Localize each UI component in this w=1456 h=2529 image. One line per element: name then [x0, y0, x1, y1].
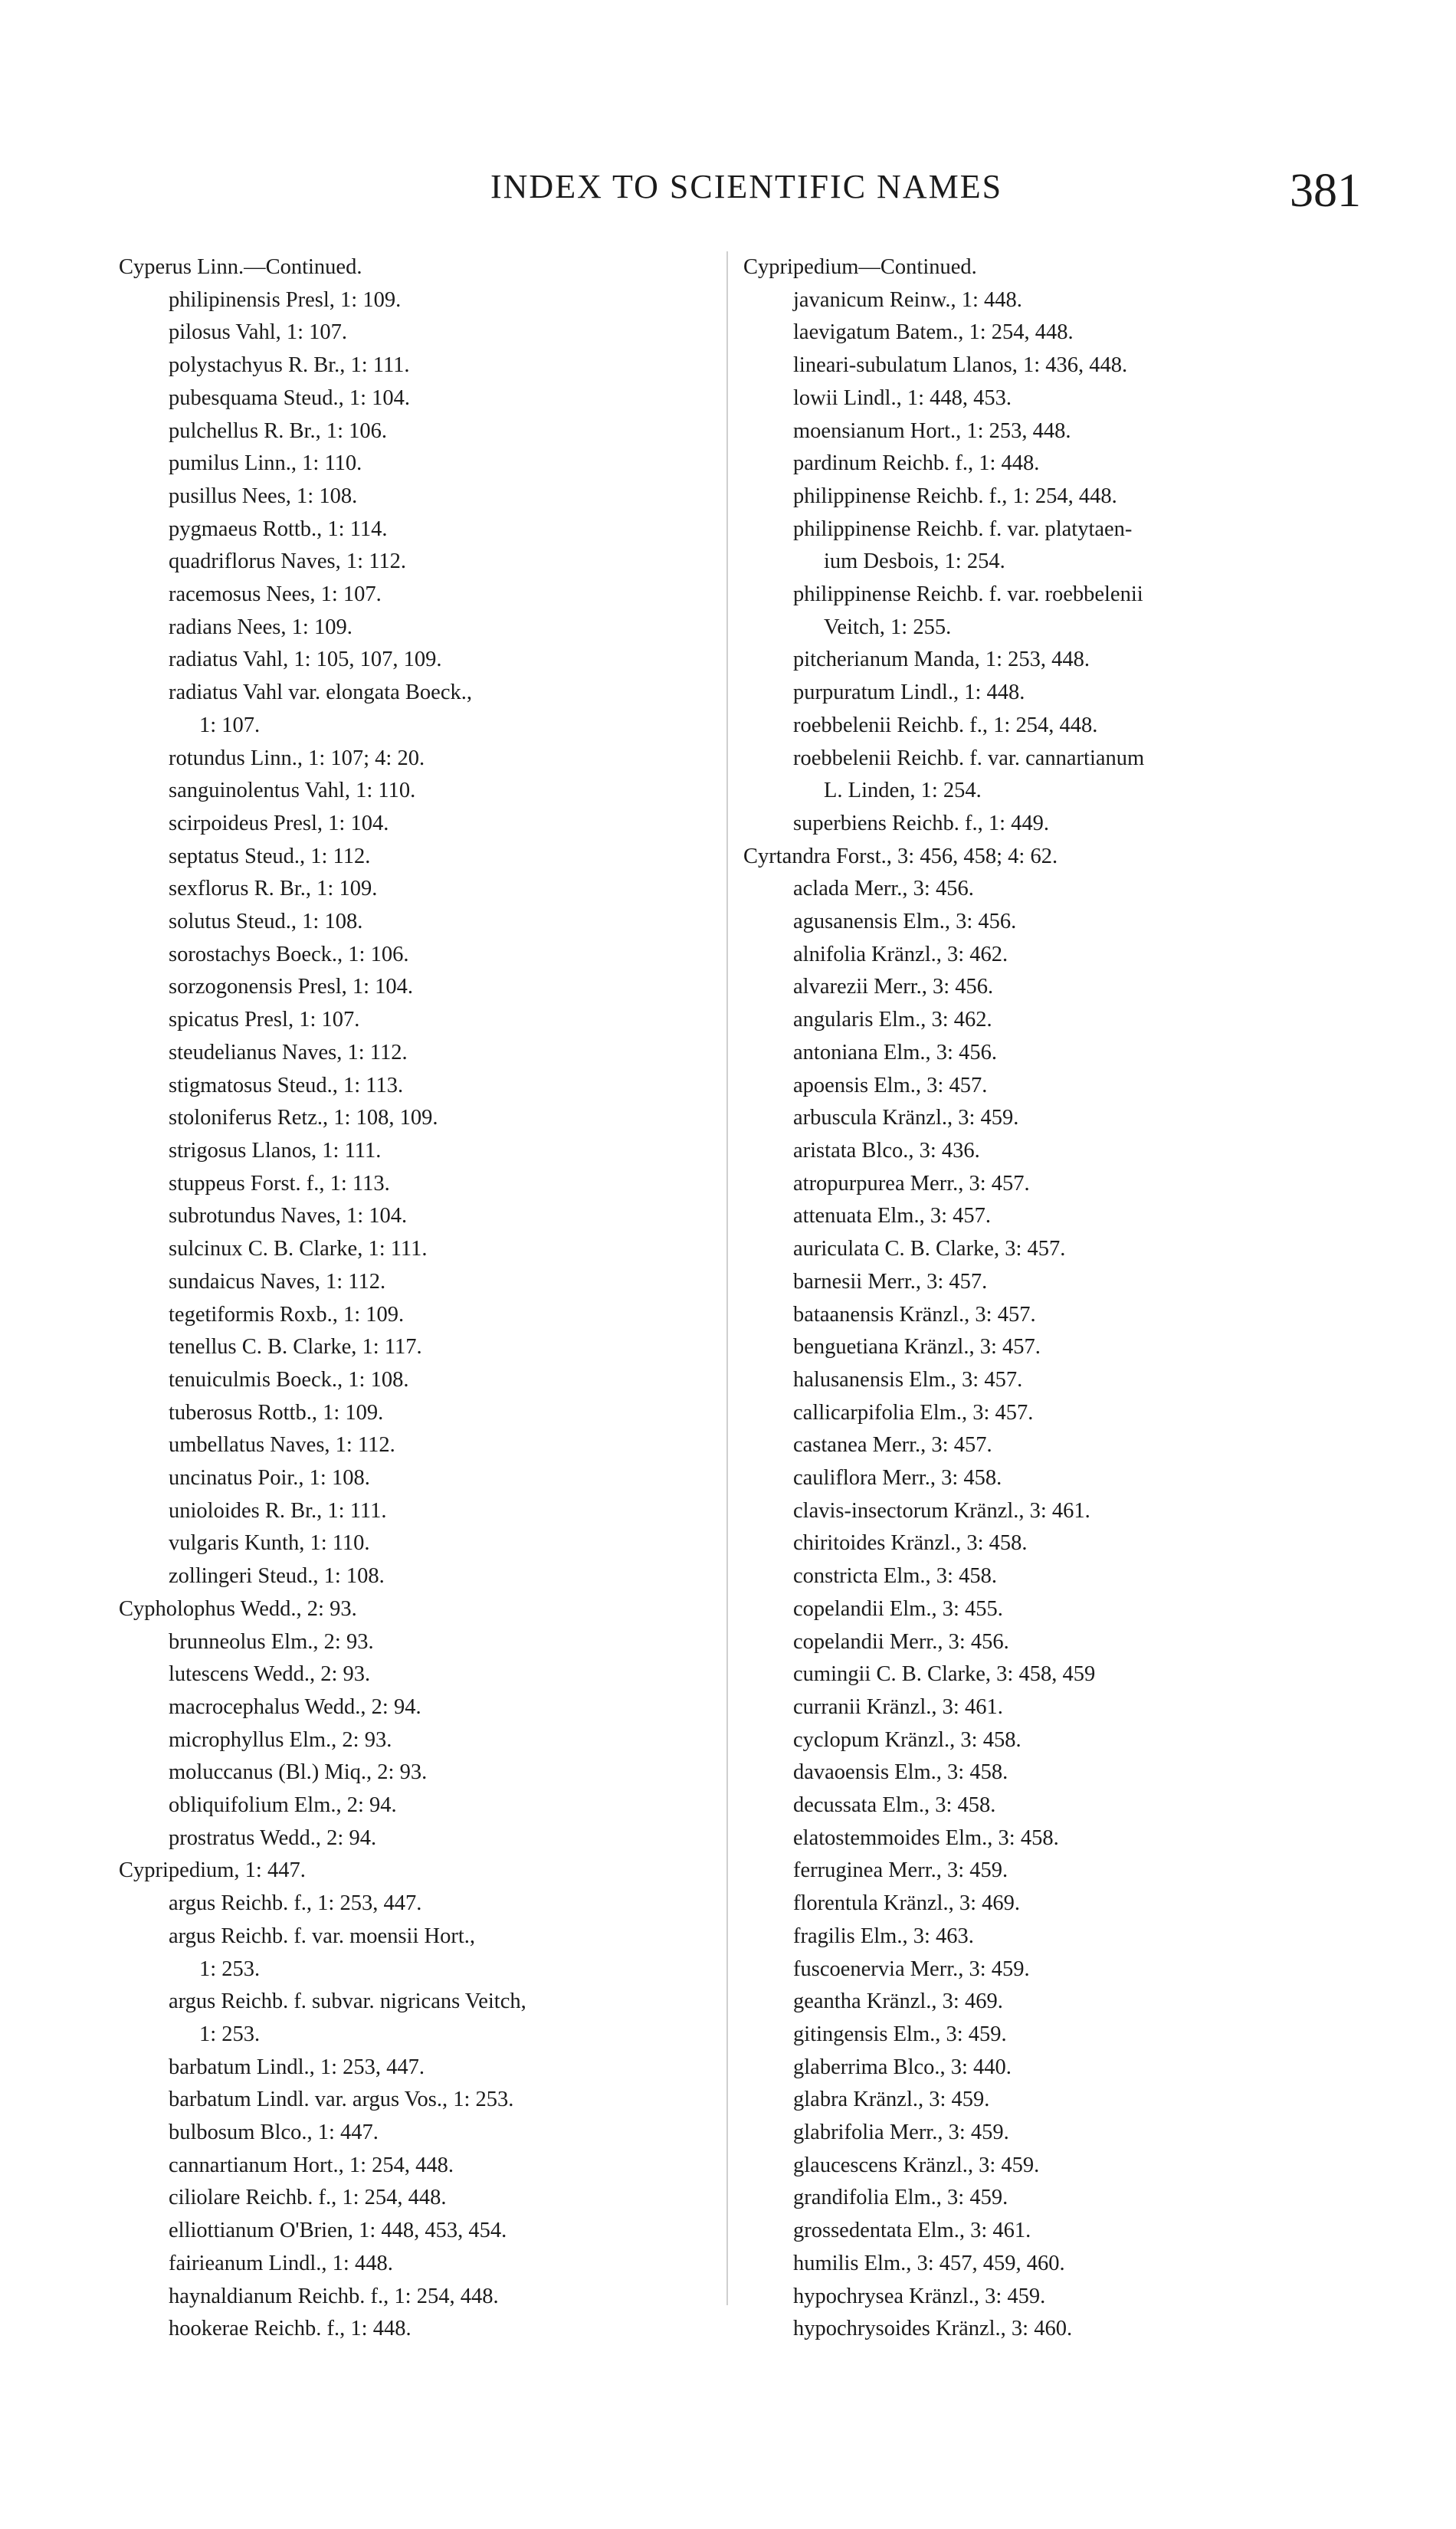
index-entry: constricta Elm., 3: 458. — [793, 1564, 997, 1589]
index-entry: purpuratum Lindl., 1: 448. — [793, 681, 1025, 705]
index-entry: superbiens Reichb. f., 1: 449. — [793, 811, 1050, 835]
index-entry-continuation: 1: 253. — [199, 1957, 261, 1981]
index-entry: aristata Blco., 3: 436. — [793, 1138, 980, 1163]
index-entry: cannartianum Hort., 1: 254, 448. — [169, 2153, 454, 2177]
index-genus-entry: Cypripedium, 1: 447. — [119, 1858, 306, 1883]
index-entry: fuscoenervia Merr., 3: 459. — [793, 1957, 1030, 1981]
index-entry: geantha Kränzl., 3: 469. — [793, 1989, 1003, 2014]
index-entry: javanicum Reinw., 1: 448. — [793, 287, 1022, 312]
index-entry: quadriflorus Naves, 1: 112. — [169, 549, 407, 574]
index-entry: cauliflora Merr., 3: 458. — [793, 1466, 1002, 1491]
index-entry: grandifolia Elm., 3: 459. — [793, 2186, 1008, 2210]
index-entry: auriculata C. B. Clarke, 3: 457. — [793, 1237, 1066, 1261]
index-entry: copelandii Elm., 3: 455. — [793, 1596, 1003, 1621]
index-entry: tegetiformis Roxb., 1: 109. — [169, 1302, 405, 1327]
index-entry: hookerae Reichb. f., 1: 448. — [169, 2317, 412, 2341]
index-entry: zollingeri Steud., 1: 108. — [169, 1564, 385, 1589]
index-entry: alnifolia Kränzl., 3: 462. — [793, 942, 1008, 966]
index-entry: curranii Kränzl., 3: 461. — [793, 1694, 1003, 1719]
index-entry: pulchellus R. Br., 1: 106. — [169, 418, 387, 443]
index-entry: scirpoideus Presl, 1: 104. — [169, 811, 389, 835]
index-entry: bataanensis Kränzl., 3: 457. — [793, 1302, 1036, 1327]
index-entry: pilosus Vahl, 1: 107. — [169, 320, 348, 345]
index-entry: sulcinux C. B. Clarke, 1: 111. — [169, 1237, 428, 1261]
index-entry: haynaldianum Reichb. f., 1: 254, 448. — [169, 2284, 499, 2308]
index-entry: tuberosus Rottb., 1: 109. — [169, 1400, 384, 1425]
page-number: 381 — [1290, 165, 1361, 217]
index-genus-entry: Cyperus Linn.—Continued. — [119, 255, 362, 279]
index-entry: fragilis Elm., 3: 463. — [793, 1924, 974, 1948]
index-genus-entry: Cypripedium—Continued. — [743, 255, 977, 279]
index-entry: halusanensis Elm., 3: 457. — [793, 1367, 1023, 1392]
index-entry: philippinense Reichb. f. var. roebbelenii — [793, 582, 1143, 607]
index-entry-continuation: L. Linden, 1: 254. — [824, 779, 982, 803]
index-entry: pygmaeus Rottb., 1: 114. — [169, 517, 388, 541]
index-entry: lutescens Wedd., 2: 93. — [169, 1662, 371, 1687]
index-entry: barbatum Lindl., 1: 253, 447. — [169, 2055, 425, 2079]
index-entry: radiatus Vahl, 1: 105, 107, 109. — [169, 648, 442, 672]
index-entry: spicatus Presl, 1: 107. — [169, 1008, 360, 1032]
index-entry: barbatum Lindl. var. argus Vos., 1: 253. — [169, 2088, 514, 2112]
index-genus-entry: Cypholophus Wedd., 2: 93. — [119, 1596, 357, 1621]
index-entry: clavis-insectorum Kränzl., 3: 461. — [793, 1498, 1090, 1523]
index-entry: sundaicus Naves, 1: 112. — [169, 1269, 386, 1294]
index-entry: cyclopum Kränzl., 3: 458. — [793, 1727, 1021, 1752]
index-entry: glabra Kränzl., 3: 459. — [793, 2088, 990, 2112]
index-entry: sorzogonensis Presl, 1: 104. — [169, 975, 414, 999]
index-entry-continuation: ium Desbois, 1: 254. — [824, 549, 1005, 574]
index-entry: microphyllus Elm., 2: 93. — [169, 1727, 392, 1752]
index-entry: philippinense Reichb. f., 1: 254, 448. — [793, 484, 1117, 508]
index-entry: bulbosum Blco., 1: 447. — [169, 2121, 379, 2145]
index-entry: philipinensis Presl, 1: 109. — [169, 287, 402, 312]
index-entry: umbellatus Naves, 1: 112. — [169, 1433, 395, 1458]
page-title: INDEX TO SCIENTIFIC NAMES — [490, 168, 1003, 205]
index-entry: tenuiculmis Boeck., 1: 108. — [169, 1367, 409, 1392]
index-entry: benguetiana Kränzl., 3: 457. — [793, 1335, 1041, 1360]
index-entry: ferruginea Merr., 3: 459. — [793, 1858, 1008, 1883]
index-entry: uncinatus Poir., 1: 108. — [169, 1466, 370, 1491]
index-entry: moluccanus (Bl.) Miq., 2: 93. — [169, 1760, 428, 1785]
index-entry: callicarpifolia Elm., 3: 457. — [793, 1400, 1034, 1425]
index-entry: attenuata Elm., 3: 457. — [793, 1204, 992, 1228]
index-entry: moensianum Hort., 1: 253, 448. — [793, 418, 1071, 443]
index-entry: pitcherianum Manda, 1: 253, 448. — [793, 648, 1090, 672]
index-entry: sanguinolentus Vahl, 1: 110. — [169, 779, 416, 803]
index-entry: racemosus Nees, 1: 107. — [169, 582, 382, 607]
index-entry: florentula Kränzl., 3: 469. — [793, 1891, 1020, 1916]
index-entry: brunneolus Elm., 2: 93. — [169, 1629, 374, 1654]
index-entry: laevigatum Batem., 1: 254, 448. — [793, 320, 1074, 345]
index-entry: arbuscula Kränzl., 3: 459. — [793, 1106, 1019, 1130]
column-divider — [726, 251, 728, 2305]
index-entry: argus Reichb. f. subvar. nigricans Veitch, — [169, 1989, 526, 2014]
index-entry: chiritoides Kränzl., 3: 458. — [793, 1531, 1028, 1556]
index-entry: prostratus Wedd., 2: 94. — [169, 1825, 377, 1850]
index-entry: philippinense Reichb. f. var. platytaen- — [793, 517, 1133, 541]
index-entry: castanea Merr., 3: 457. — [793, 1433, 992, 1458]
index-entry: tenellus C. B. Clarke, 1: 117. — [169, 1335, 422, 1360]
index-entry-continuation: 1: 253. — [199, 2022, 261, 2046]
index-entry: humilis Elm., 3: 457, 459, 460. — [793, 2251, 1065, 2275]
index-entry: glaucescens Kränzl., 3: 459. — [793, 2153, 1040, 2177]
index-entry: macrocephalus Wedd., 2: 94. — [169, 1694, 421, 1719]
index-entry: steudelianus Naves, 1: 112. — [169, 1040, 408, 1064]
index-entry: glaberrima Blco., 3: 440. — [793, 2055, 1012, 2079]
index-entry: vulgaris Kunth, 1: 110. — [169, 1531, 370, 1556]
index-entry: barnesii Merr., 3: 457. — [793, 1269, 988, 1294]
index-entry: glabrifolia Merr., 3: 459. — [793, 2121, 1009, 2145]
index-entry: septatus Steud., 1: 112. — [169, 844, 371, 868]
index-entry: subrotundus Naves, 1: 104. — [169, 1204, 408, 1228]
index-entry: argus Reichb. f. var. moensii Hort., — [169, 1924, 475, 1948]
index-entry: copelandii Merr., 3: 456. — [793, 1629, 1009, 1654]
index-column-left — [115, 251, 720, 2346]
index-column-right — [739, 251, 1353, 2346]
index-entry: alvarezii Merr., 3: 456. — [793, 975, 994, 999]
index-entry: solutus Steud., 1: 108. — [169, 910, 363, 934]
index-entry-continuation: Veitch, 1: 255. — [824, 615, 952, 639]
index-entry: fairieanum Lindl., 1: 448. — [169, 2251, 393, 2275]
index-entry: davaoensis Elm., 3: 458. — [793, 1760, 1008, 1785]
index-entry: rotundus Linn., 1: 107; 4: 20. — [169, 746, 425, 770]
index-entry: pardinum Reichb. f., 1: 448. — [793, 451, 1040, 476]
index-entry: agusanensis Elm., 3: 456. — [793, 910, 1017, 934]
page-header — [0, 167, 1456, 236]
index-entry: decussata Elm., 3: 458. — [793, 1793, 996, 1818]
index-entry: elatostemmoides Elm., 3: 458. — [793, 1825, 1059, 1850]
index-entry: roebbelenii Reichb. f. var. cannartianum — [793, 746, 1145, 770]
index-entry: unioloides R. Br., 1: 111. — [169, 1498, 387, 1523]
index-entry: argus Reichb. f., 1: 253, 447. — [169, 1891, 422, 1916]
index-entry: apoensis Elm., 3: 457. — [793, 1073, 988, 1097]
index-entry: radiatus Vahl var. elongata Boeck., — [169, 681, 472, 705]
index-entry: angularis Elm., 3: 462. — [793, 1008, 992, 1032]
index-entry: antoniana Elm., 3: 456. — [793, 1040, 997, 1064]
index-entry: atropurpurea Merr., 3: 457. — [793, 1171, 1030, 1196]
index-entry: radians Nees, 1: 109. — [169, 615, 353, 639]
index-genus-entry: Cyrtandra Forst., 3: 456, 458; 4: 62. — [743, 844, 1058, 868]
index-entry: stigmatosus Steud., 1: 113. — [169, 1073, 404, 1097]
index-entry: polystachyus R. Br., 1: 111. — [169, 353, 410, 378]
index-entry: gitingensis Elm., 3: 459. — [793, 2022, 1007, 2046]
index-entry: grossedentata Elm., 3: 461. — [793, 2219, 1031, 2243]
index-entry: obliquifolium Elm., 2: 94. — [169, 1793, 397, 1818]
index-entry: hypochrysea Kränzl., 3: 459. — [793, 2284, 1046, 2308]
index-entry: pusillus Nees, 1: 108. — [169, 484, 358, 508]
index-entry: sexflorus R. Br., 1: 109. — [169, 877, 378, 901]
index-entry: ciliolare Reichb. f., 1: 254, 448. — [169, 2186, 447, 2210]
index-entry: stuppeus Forst. f., 1: 113. — [169, 1171, 390, 1196]
index-entry: lineari-subulatum Llanos, 1: 436, 448. — [793, 353, 1128, 378]
index-entry: aclada Merr., 3: 456. — [793, 877, 974, 901]
index-entry: roebbelenii Reichb. f., 1: 254, 448. — [793, 713, 1098, 737]
index-entry: strigosus Llanos, 1: 111. — [169, 1138, 382, 1163]
index-entry-continuation: 1: 107. — [199, 713, 261, 737]
index-entry: elliottianum O'Brien, 1: 448, 453, 454. — [169, 2219, 507, 2243]
index-entry: hypochrysoides Kränzl., 3: 460. — [793, 2317, 1073, 2341]
index-entry: cumingii C. B. Clarke, 3: 458, 459 — [793, 1662, 1096, 1687]
index-entry: pubesquama Steud., 1: 104. — [169, 385, 411, 410]
index-entry: lowii Lindl., 1: 448, 453. — [793, 385, 1012, 410]
index-entry: stoloniferus Retz., 1: 108, 109. — [169, 1106, 438, 1130]
index-entry: pumilus Linn., 1: 110. — [169, 451, 362, 476]
index-entry: sorostachys Boeck., 1: 106. — [169, 942, 409, 966]
